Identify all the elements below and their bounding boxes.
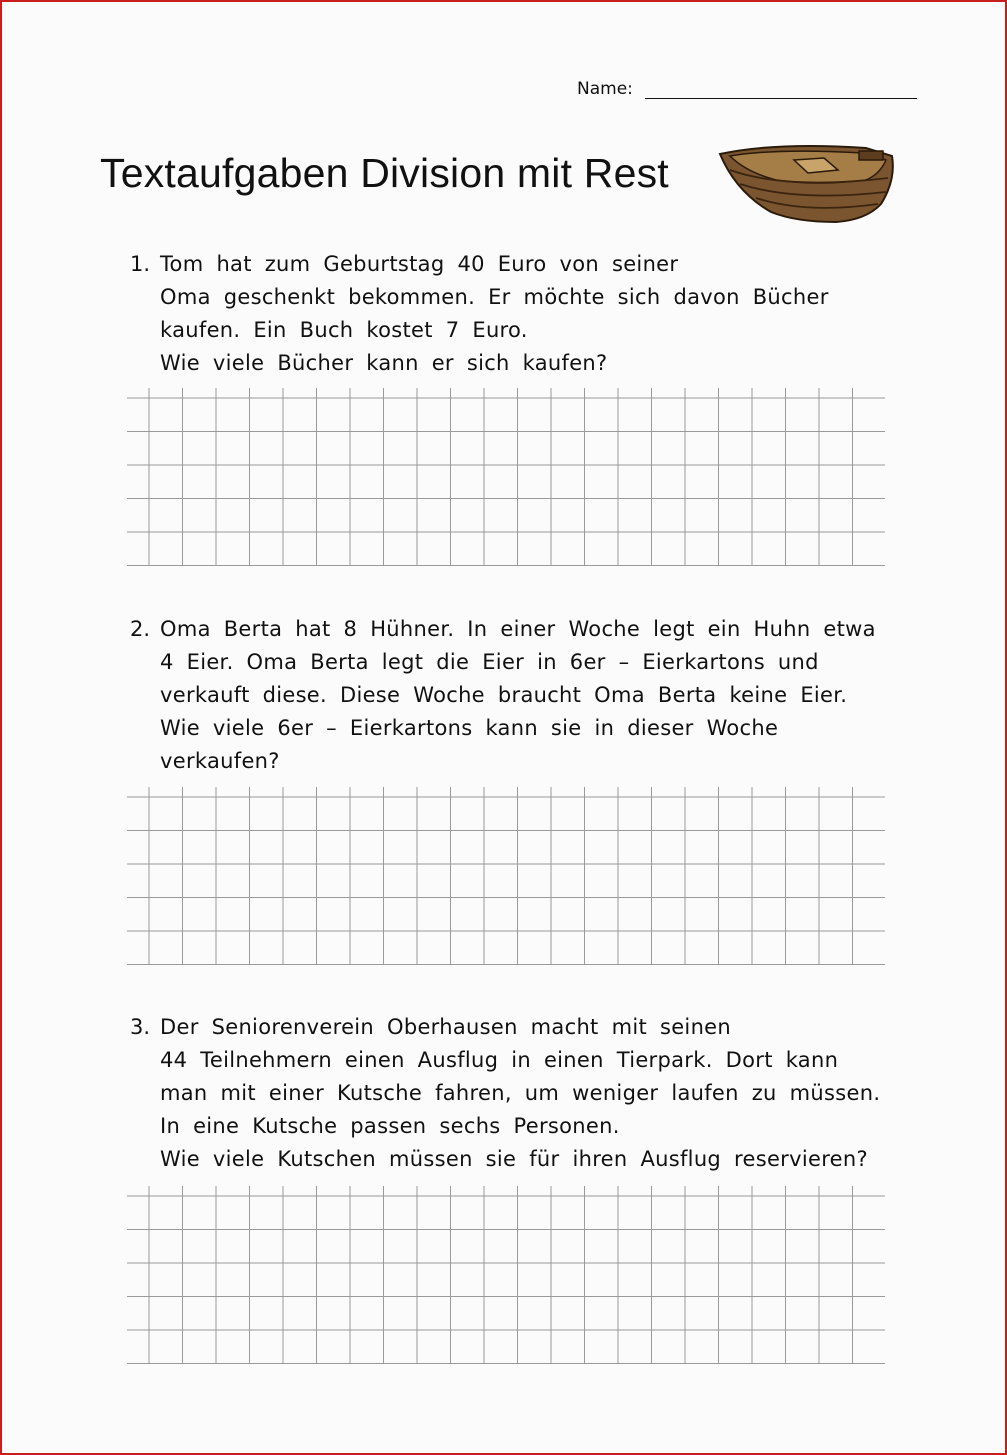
task-text-line: 4 Eier. Oma Berta legt die Eier in 6er – Eierkartons und <box>160 650 819 674</box>
task-text-line: Wie viele 6er – Eierkartons kann sie in dieser Woche <box>160 716 779 740</box>
boat-icon <box>716 140 900 226</box>
task-text-line: Wie viele Bücher kann er sich kaufen? <box>160 351 608 375</box>
task-number: 3. <box>130 1015 151 1039</box>
task-text-line: kaufen. Ein Buch kostet 7 Euro. <box>160 318 528 342</box>
task-text-line: verkaufen? <box>160 749 280 773</box>
task-text-line: In eine Kutsche passen sechs Personen. <box>160 1114 620 1138</box>
name-label: Name: <box>577 79 633 99</box>
task-2 <box>130 613 920 778</box>
name-write-line[interactable] <box>645 76 917 99</box>
task-number: 1. <box>130 252 151 276</box>
task-text-line: verkauft diese. Diese Woche braucht Oma Berta keine Eier. <box>160 683 848 707</box>
task-number: 2. <box>130 617 151 641</box>
task-text-line: Oma Berta hat 8 Hühner. In einer Woche legt ein Huhn etwa <box>160 617 876 641</box>
task-text-line: Tom hat zum Geburtstag 40 Euro von seiner <box>160 252 679 276</box>
answer-grid-1[interactable] <box>127 388 885 571</box>
answer-grid-3[interactable] <box>127 1186 885 1369</box>
answer-grid-2[interactable] <box>127 787 885 970</box>
task-text-line: Der Seniorenverein Oberhausen macht mit seinen <box>160 1015 732 1039</box>
task-3 <box>130 1011 920 1176</box>
name-field-row <box>577 76 917 99</box>
task-text-line: Wie viele Kutschen müssen sie für ihren Ausflug reservieren? <box>160 1147 868 1171</box>
task-text-line: 44 Teilnehmern einen Ausflug in einen Tierpark. Dort kann <box>160 1048 839 1072</box>
page-title: Textaufgaben Division mit Rest <box>100 150 669 196</box>
task-text-line: Oma geschenkt bekommen. Er möchte sich davon Bücher <box>160 285 829 309</box>
task-1 <box>130 248 920 380</box>
task-text-line: man mit einer Kutsche fahren, um weniger laufen zu müssen. <box>160 1081 881 1105</box>
